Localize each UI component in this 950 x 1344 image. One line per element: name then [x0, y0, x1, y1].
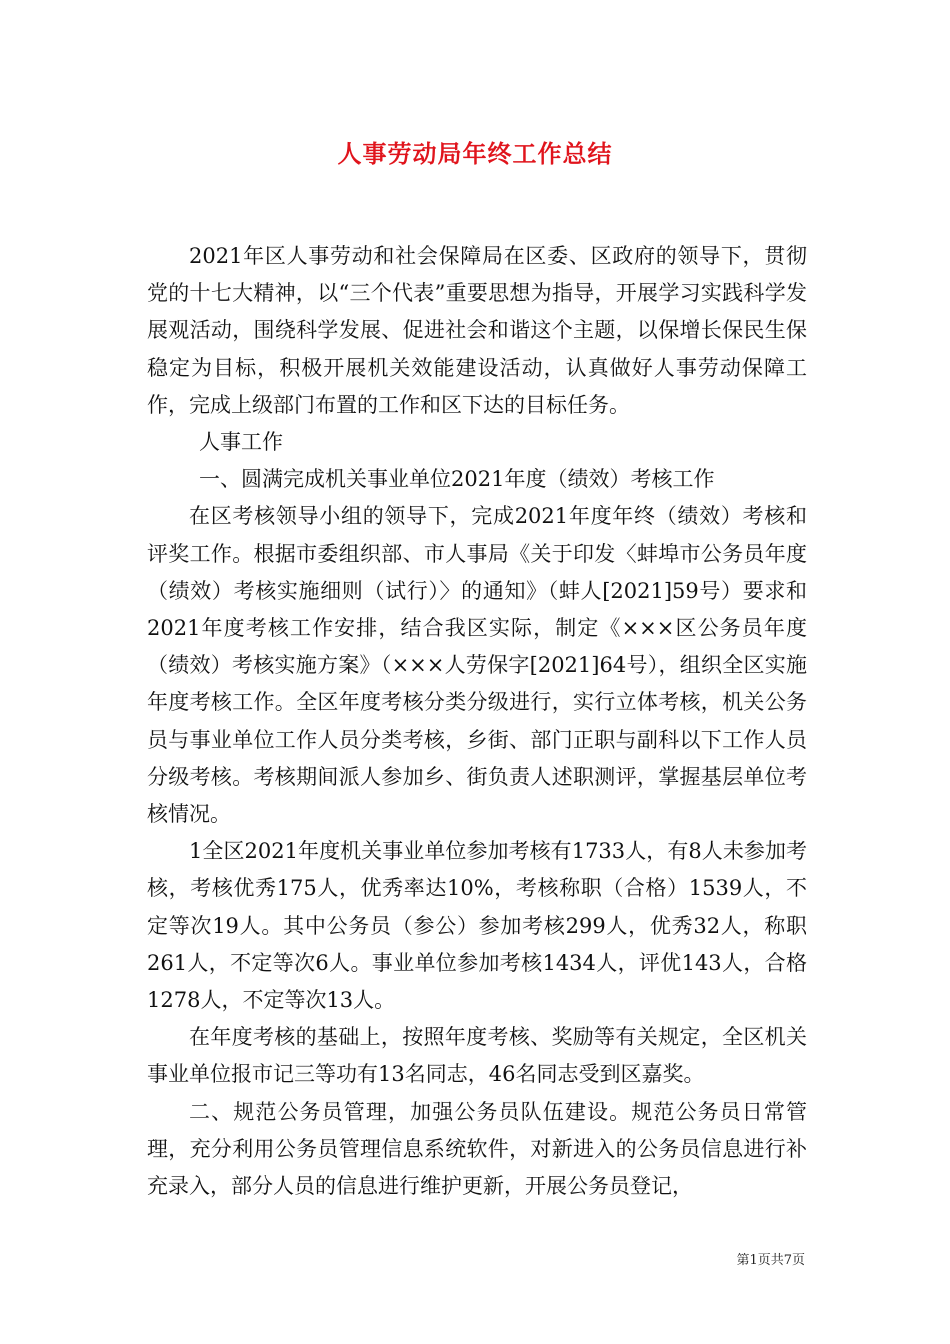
document-body [147, 238, 807, 1205]
paragraph-awards: 在年度考核的基础上，按照年度考核、奖励等有关规定，全区机关事业单位报市记三等功有13名同志，46名同志受到区嘉奖。 [147, 1025, 807, 1087]
section-heading-assessment: 一、圆满完成机关事业单位2021年度（绩效）考核工作 [199, 467, 715, 492]
page-number: 第1页共7页 [736, 1253, 805, 1268]
paragraph-assessment: 在区考核领导小组的领导下，完成2021年度年终（绩效）考核和评奖工作。根据市委组织部、市人事局《关于印发〈蚌埠市公务员年度（绩效）考核实施细则（试行）〉的通知》（蚌人[2021]59号）要求和2021年度考核工作安排，结合我区实际，制定《×××区公务员年度（绩效）考核实施方案》（×××人劳保字[2021]64号），组织全区实施年度考核工作。全区年度考核分类分级进行，实行立体考核，机关公务员与事业单位工作人员分类考核，乡街、部门正职与副科以下工作人员分级考核。考核期间派人参加乡、街负责人述职测评，掌握基层单位考核情况。 [147, 504, 807, 827]
section-heading-personnel: 人事工作 [199, 430, 283, 455]
paragraph-intro: 2021年区人事劳动和社会保障局在区委、区政府的领导下，贯彻党的十七大精神，以“三个代表”重要思想为指导，开展学习实践科学发展观活动，围绕科学发展、促进社会和谐这个主题，以保增长保民生保稳定为目标，积极开展机关效能建设活动，认真做好人事劳动保障工作，完成上级部门布置的工作和区下达的目标任务。 [147, 244, 807, 417]
paragraph-civil-servant-management: 二、规范公务员管理，加强公务员队伍建设。规范公务员日常管理，充分利用公务员管理信息系统软件，对新进入的公务员信息进行补充录入，部分人员的信息进行维护更新，开展公务员登记， [147, 1099, 807, 1199]
paragraph-statistics: 1全区2021年度机关事业单位参加考核有1733人，有8人未参加考核，考核优秀175人，优秀率达10%，考核称职（合格）1539人，不定等次19人。其中公务员（参公）参加考核299人，优秀32人，称职261人，不定等次6人。事业单位参加考核1434人，评优143人，合格1278人，不定等次13人。 [147, 839, 807, 1013]
document-title: 人事劳动局年终工作总结 [337, 140, 613, 168]
